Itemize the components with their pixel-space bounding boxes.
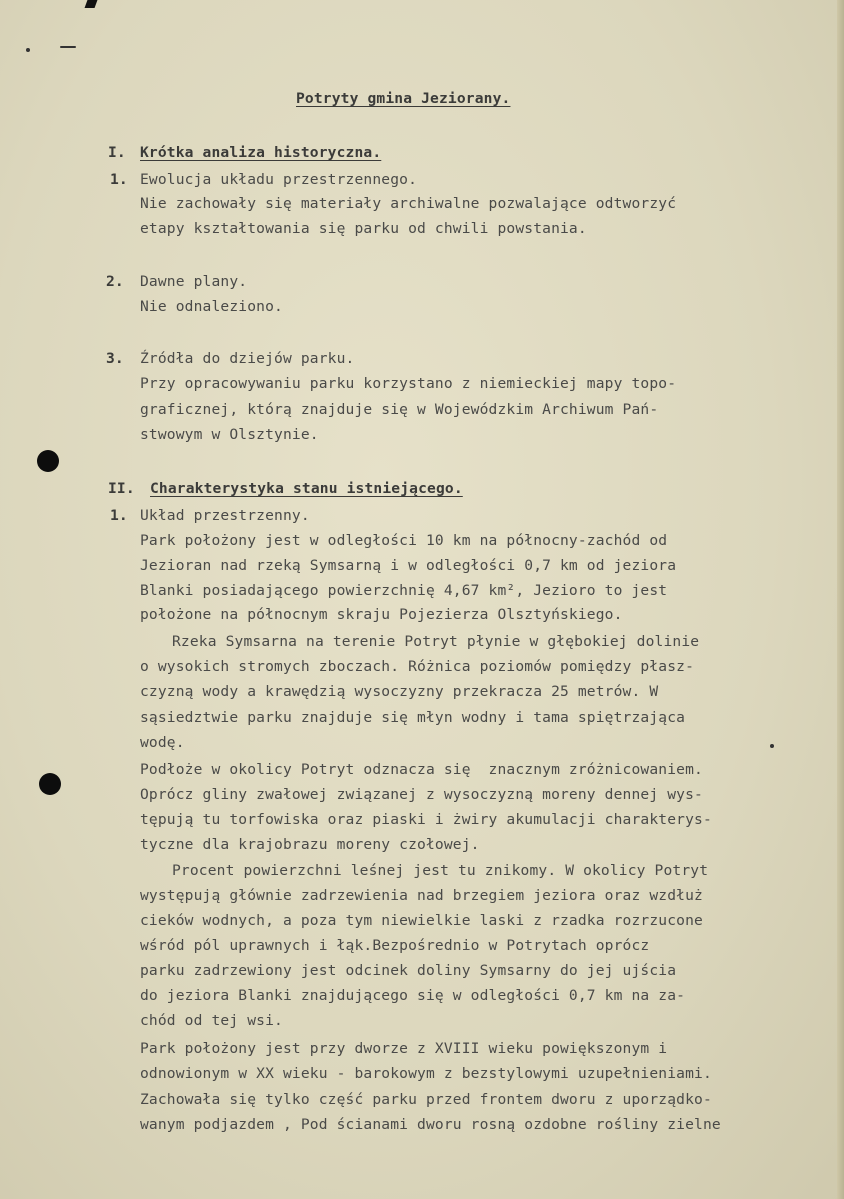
text-line: Rzeka Symsarna na terenie Potryt płynie w głębokiej dolinie	[172, 633, 700, 650]
text-line: do jeziora Blanki znajdującego się w odległości 0,7 km na za-	[140, 987, 686, 1004]
text-line: Podłoże w okolicy Potryt odznacza się znacznym zróżnicowaniem.	[140, 761, 703, 778]
section-heading: Charakterystyka stanu istniejącego.	[150, 480, 463, 497]
text-line: o wysokich stromych zboczach. Różnica poziomów pomiędzy płasz-	[140, 658, 695, 675]
item-number: 2.	[106, 273, 124, 290]
paper-edge	[837, 0, 844, 1199]
text-line: Zachowała się tylko część parku przed frontem dworu z uporządko-	[140, 1091, 712, 1108]
document-title: Potryty gmina Jeziorany.	[296, 90, 511, 107]
text-line: Park położony jest w odległości 10 km na północny-zachód od	[140, 532, 668, 549]
text-line: parku zadrzewiony jest odcinek doliny Symsarny do jej ujścia	[140, 962, 677, 979]
item-heading: Układ przestrzenny.	[140, 507, 310, 524]
text-line: chód od tej wsi.	[140, 1012, 283, 1029]
ink-speck	[26, 48, 30, 52]
text-line: Nie odnaleziono.	[140, 298, 283, 315]
ink-speck	[770, 744, 774, 748]
item-heading: Ewolucja układu przestrzennego.	[140, 171, 418, 188]
text-line: tępują tu torfowiska oraz piaski i żwiry akumulacji charakterys-	[140, 811, 712, 828]
text-line: odnowionym w XX wieku - barokowym z bezstylowymi uzupełnieniami.	[140, 1065, 712, 1082]
section-number: I.	[108, 144, 126, 161]
text-line: Procent powierzchni leśnej jest tu znikomy. W okolicy Potryt	[172, 862, 709, 879]
section-heading: Krótka analiza historyczna.	[140, 144, 382, 161]
text-line: graficznej, którą znajduje się w Wojewódzkim Archiwum Pań-	[140, 401, 659, 418]
text-line: Park położony jest przy dworze z XVIII wieku powiększonym i	[140, 1040, 668, 1057]
item-heading: Dawne plany.	[140, 273, 248, 290]
punch-hole	[39, 773, 61, 795]
text-line: występują głównie zadrzewienia nad brzegiem jeziora oraz wzdłuż	[140, 887, 703, 904]
text-line: sąsiedztwie parku znajduje się młyn wodny i tama spiętrzająca	[140, 709, 686, 726]
text-line: Przy opracowywaniu parku korzystano z niemieckiej mapy topo-	[140, 375, 677, 392]
text-line: Blanki posiadającego powierzchnię 4,67 km², Jezioro to jest	[140, 582, 668, 599]
item-heading: Źródła do dziejów parku.	[140, 350, 355, 367]
text-line: położone na północnym skraju Pojezierza Olsztyńskiego.	[140, 606, 623, 623]
section-number: II.	[108, 480, 135, 497]
text-line: cieków wodnych, a poza tym niewielkie laski z rzadka rozrzucone	[140, 912, 703, 929]
text-line: czyzną wody a krawędzią wysoczyzny przekracza 25 metrów. W	[140, 683, 659, 700]
text-line: Jezioran nad rzeką Symsarną i w odległości 0,7 km od jeziora	[140, 557, 677, 574]
text-line: Nie zachowały się materiały archiwalne pozwalające odtworzyć	[140, 195, 677, 212]
text-line: wśród pól uprawnych i łąk.Bezpośrednio w Potrytach oprócz	[140, 937, 650, 954]
text-line: wodę.	[140, 734, 185, 751]
text-line: stwowym w Olsztynie.	[140, 426, 319, 443]
text-line: wanym podjazdem , Pod ścianami dworu rosną ozdobne rośliny zielne	[140, 1116, 721, 1133]
ink-mark	[85, 0, 98, 8]
item-number: 1.	[110, 171, 128, 188]
text-line: etapy kształtowania się parku od chwili powstania.	[140, 220, 587, 237]
ink-speck	[60, 46, 76, 48]
text-line: tyczne dla krajobrazu moreny czołowej.	[140, 836, 480, 853]
item-number: 3.	[106, 350, 124, 367]
text-line: Oprócz gliny zwałowej związanej z wysoczyzną moreny dennej wys-	[140, 786, 703, 803]
item-number: 1.	[110, 507, 128, 524]
punch-hole	[37, 450, 59, 472]
